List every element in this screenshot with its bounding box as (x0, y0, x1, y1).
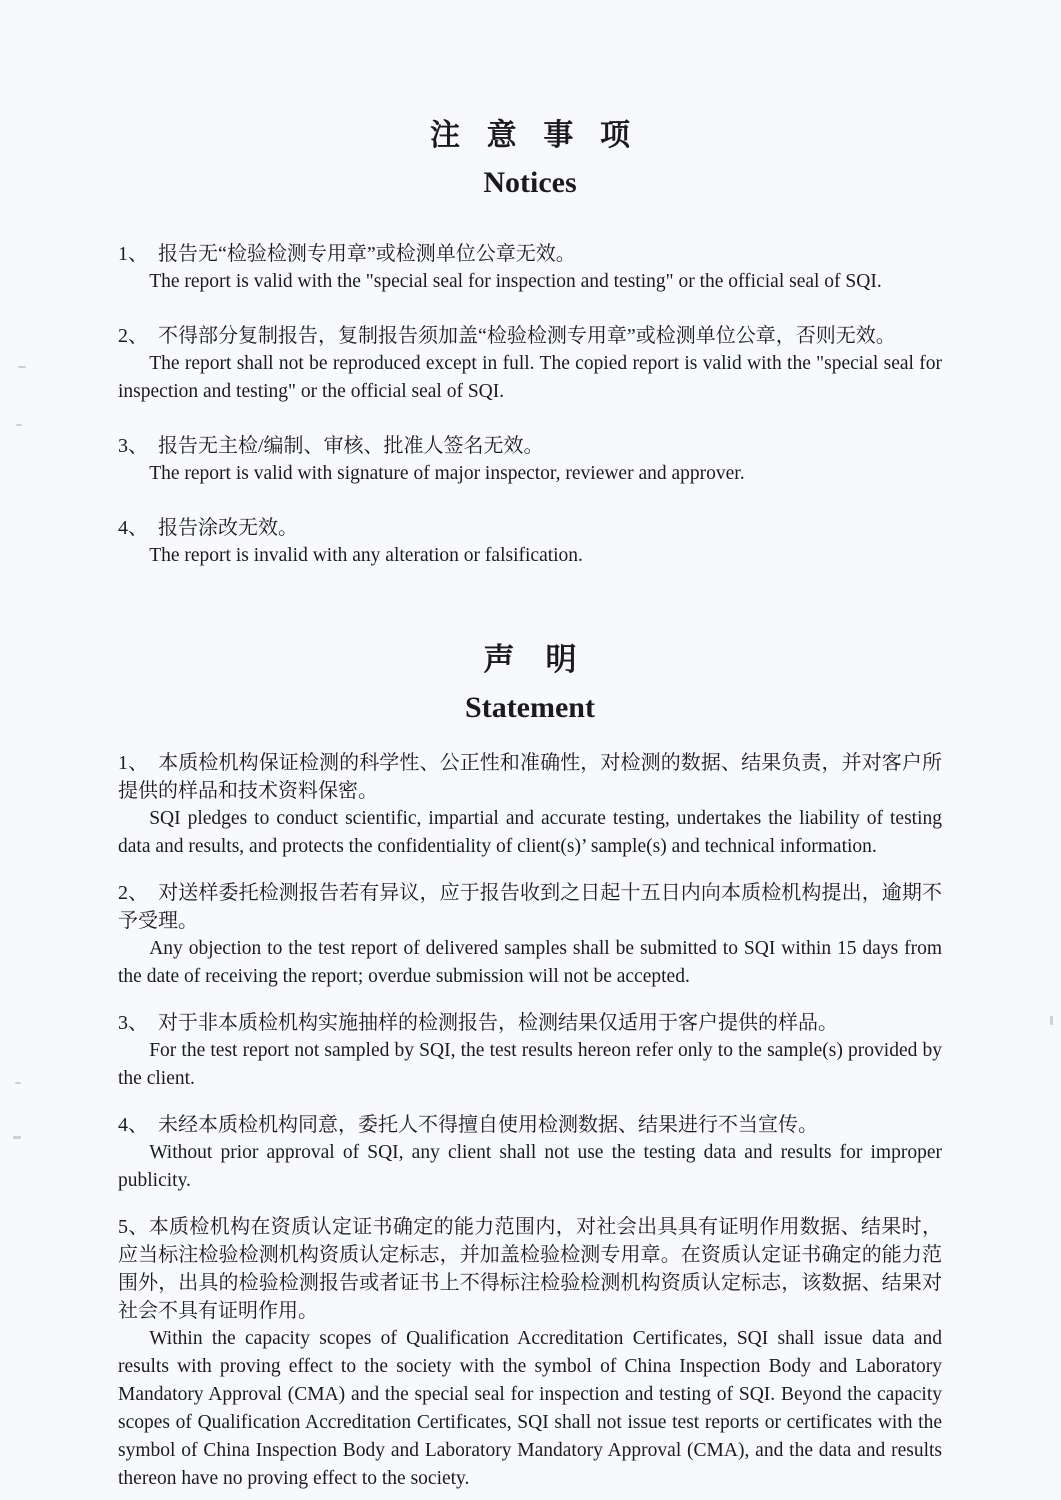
statement-item-3 (118, 1009, 942, 1093)
notice-item-3-zh (118, 432, 942, 460)
notices-title-zh: 注 意 事 项 (429, 119, 640, 152)
notice-item-2-en: The report shall not be reproduced except in full. The copied report is valid with the "special seal for inspection and testing" or the official seal of SQI. (118, 353, 942, 402)
notice-item-1-en: The report is valid with the "special seal for inspection and testing" or the official seal of SQI. (149, 271, 882, 292)
item-text-zh: 对于非本质检机构实施抽样的检测报告，检测结果仅适用于客户提供的样品。 (158, 1012, 838, 1035)
statement-item-2-zh (118, 879, 942, 935)
statement-item-5 (118, 1213, 942, 1493)
notice-item-2-zh (118, 322, 942, 350)
notices-section (118, 240, 942, 570)
item-number: 2、 (118, 882, 149, 905)
statement-item-3-en: For the test report not sampled by SQI, the test results hereon refer only to the sample(s) provided by the client. (118, 1040, 942, 1090)
notice-item-4-zh (118, 514, 942, 542)
statement-item-1-en: SQI pledges to conduct scientific, impartial and accurate testing, undertakes the liability of testing data and results, and protects the confidentiality of client(s)’ sample(s) and technical information. (118, 808, 942, 858)
item-number: 3、 (118, 1012, 148, 1035)
item-number: 2、 (118, 325, 148, 347)
notice-item-1 (118, 240, 942, 296)
statement-item-4-zh (118, 1111, 942, 1139)
item-text-zh: 本质检机构在资质认定证书确定的能力范围内，对社会出具具有证明作用数据、结果时，应当标注检验检测机构资质认定标志，并加盖检验检测专用章。在资质认定证书确定的能力范围外，出具的检验检测报告或者证书上不得标注检验检测机构资质认定标志，该数据、结果对社会不具有证明作用。 (118, 1216, 943, 1323)
statement-section (118, 749, 942, 1493)
item-text-zh: 对送样委托检测报告若有异议，应于报告收到之日起十五日内向本质检机构提出，逾期不予受理。 (118, 882, 943, 933)
item-text-zh: 不得部分复制报告，复制报告须加盖“检验检测专用章”或检测单位公章，否则无效。 (158, 325, 896, 347)
item-text-zh: 本质检机构保证检测的科学性、公正性和准确性，对检测的数据、结果负责，并对客户所提供的样品和技术资料保密。 (118, 752, 943, 803)
statement-item-1-zh (118, 749, 942, 805)
statement-header (118, 570, 942, 727)
statement-title-en: Statement (465, 691, 595, 725)
notices-header (118, 0, 942, 202)
notice-item-2 (118, 322, 942, 406)
item-text-zh: 报告无主检/编制、审核、批准人签名无效。 (158, 435, 544, 457)
notice-item-3 (118, 432, 942, 488)
statement-title-zh: 声 明 (483, 642, 577, 677)
statement-item-2 (118, 879, 942, 991)
notice-item-3-en: The report is valid with signature of major inspector, reviewer and approver. (149, 463, 745, 484)
statement-item-1 (118, 749, 942, 861)
statement-item-2-en: Any objection to the test report of delivered samples shall be submitted to SQI within 15 days from the date of receiving the report; overdue submission will not be accepted. (118, 938, 942, 988)
notices-title-en: Notices (483, 166, 577, 199)
item-number: 1、 (118, 243, 148, 265)
notice-item-4 (118, 514, 942, 570)
statement-item-5-en: Within the capacity scopes of Qualification Accreditation Certificates, SQI shall issue data and results with proving effect to the society with the symbol of China Inspection Body and Laboratory Mandatory Approval (CMA) and the special seal for inspection and testing of SQI. Beyond the capacity scopes of Qualification Accreditation Certificates, SQI shall not issue test reports or certificates with the symbol of China Inspection Body and Laboratory Mandatory Approval (CMA), and the data and results thereon have no proving effect to the society. (118, 1328, 942, 1490)
item-text-zh: 报告涂改无效。 (158, 517, 298, 539)
item-number: 4、 (118, 517, 148, 539)
item-number: 1、 (118, 752, 149, 775)
item-text-zh: 未经本质检机构同意，委托人不得擅自使用检测数据、结果进行不当宣传。 (158, 1114, 818, 1137)
statement-item-3-zh (118, 1009, 942, 1037)
item-number: 3、 (118, 435, 148, 457)
notice-item-1-zh (118, 240, 942, 268)
notice-item-4-en: The report is invalid with any alteration or falsification. (149, 545, 583, 566)
statement-item-4-en: Without prior approval of SQI, any client shall not use the testing data and results for improper publicity. (118, 1142, 942, 1192)
statement-item-4 (118, 1111, 942, 1195)
item-text-zh: 报告无“检验检测专用章”或检测单位公章无效。 (158, 243, 576, 265)
item-number: 5、 (118, 1216, 149, 1239)
item-number: 4、 (118, 1114, 148, 1137)
statement-item-5-zh (118, 1213, 942, 1325)
